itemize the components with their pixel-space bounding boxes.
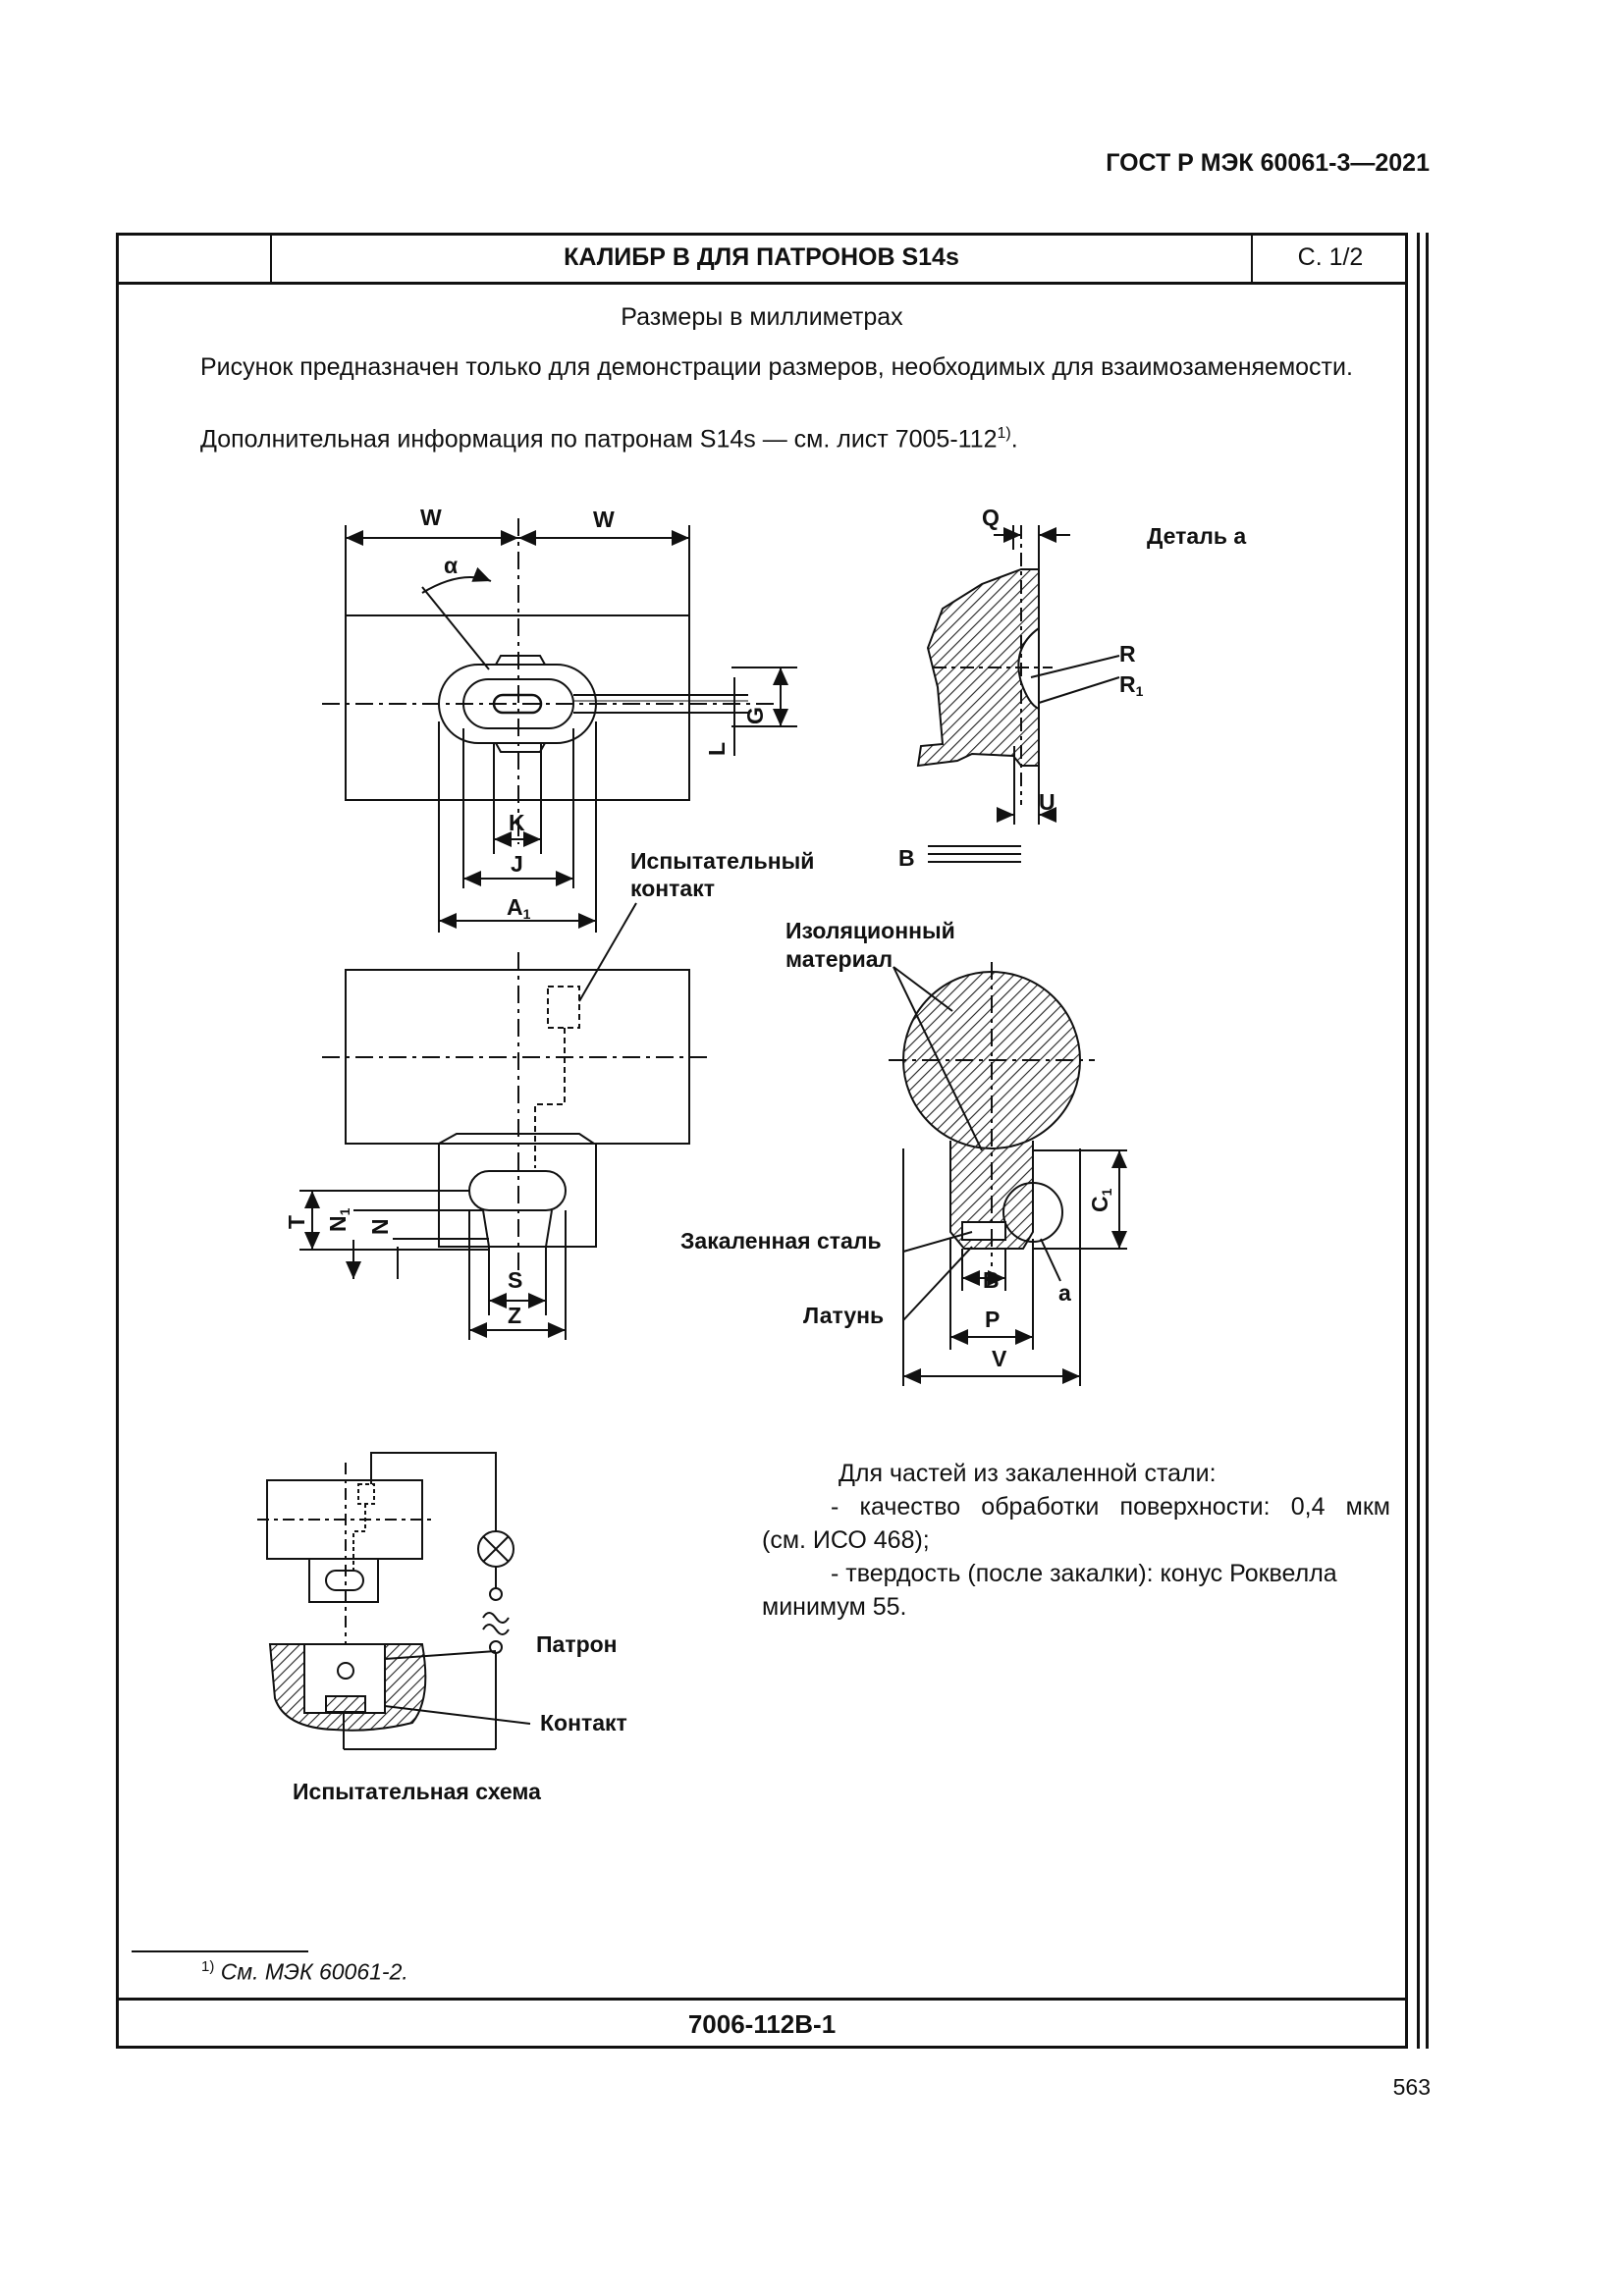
dim-A1: A1 xyxy=(507,894,531,922)
units-note: Размеры в миллиметрах xyxy=(621,303,903,331)
dim-W-right: W xyxy=(593,507,615,532)
dim-B-detail: B xyxy=(898,845,915,871)
notes-item1-a: - качество обработки поверхности: 0,4 мкм xyxy=(831,1493,1390,1521)
dim-P: P xyxy=(985,1307,1001,1332)
dim-R: R xyxy=(1119,641,1136,667)
footnote-text: См. МЭК 60061-2. xyxy=(220,1958,408,1985)
dim-K: K xyxy=(509,810,525,835)
hardened-steel-label: Закаленная сталь xyxy=(680,1228,882,1254)
test-scheme-caption: Испытательная схема xyxy=(293,1779,541,1804)
sheet-code: 7006-112В-1 xyxy=(687,2009,837,2039)
footnote-ref: 1) xyxy=(997,425,1011,442)
footnote-mark: 1) xyxy=(201,1958,215,1975)
detail-a-section xyxy=(918,525,1119,862)
page-number: 563 xyxy=(1392,2074,1431,2100)
sheet-title: КАЛИБР В ДЛЯ ПАТРОНОВ S14s xyxy=(564,243,959,271)
dim-T: T xyxy=(284,1214,309,1229)
dim-R1: R1 xyxy=(1119,671,1144,699)
dim-L: L xyxy=(704,741,730,756)
brass-label: Латунь xyxy=(803,1303,885,1328)
test-scheme xyxy=(257,1453,530,1749)
standard-header: ГОСТ Р МЭК 60061-3—2021 xyxy=(1106,149,1430,177)
sheet-page-ref: С. 1/2 xyxy=(1297,243,1364,271)
dim-C1: C1 xyxy=(1087,1188,1114,1212)
detail-a-mark: a xyxy=(1058,1280,1071,1306)
detail-a-label: Деталь а xyxy=(1147,523,1247,549)
insulating-label-1: Изоляционный xyxy=(785,918,955,943)
dim-J: J xyxy=(511,851,523,877)
footnote xyxy=(201,1958,408,1986)
intro-paragraph-2-text: Дополнительная информация по патронам S14s — см. лист 7005-112 xyxy=(200,425,998,454)
socket-label: Патрон xyxy=(536,1631,618,1657)
dim-alpha: α xyxy=(444,553,459,578)
dim-U: U xyxy=(1039,789,1056,815)
notes-intro: Для частей из закаленной стали: xyxy=(839,1460,1217,1487)
dim-W-left: W xyxy=(420,505,442,530)
dim-V: V xyxy=(992,1346,1007,1371)
dim-B-side: B xyxy=(983,1267,1000,1293)
contact-label: Контакт xyxy=(540,1710,627,1735)
hardened-steel-notes xyxy=(762,1457,1390,1624)
gauge-front-view xyxy=(299,903,712,1340)
dim-N: N xyxy=(367,1218,393,1235)
dim-Z: Z xyxy=(508,1303,522,1328)
notes-item2-b: минимум 55. xyxy=(762,1593,907,1621)
test-contact-label-1: Испытательный xyxy=(630,848,815,874)
test-contact-label-2: контакт xyxy=(630,876,715,901)
dim-Q: Q xyxy=(982,505,1000,530)
dim-N1: N1 xyxy=(325,1207,352,1232)
intro-paragraph-1: Рисунок предназначен только для демонстрации размеров, необходимых для взаимозаменяемости. xyxy=(200,353,1353,381)
intro-paragraph-2-end: . xyxy=(1010,425,1018,454)
dim-S: S xyxy=(508,1267,523,1293)
insulating-label-2: материал xyxy=(785,946,893,972)
gauge-side-view xyxy=(889,962,1127,1386)
footnote-separator xyxy=(132,1950,308,1952)
notes-item2-a: - твердость (после закалки): конус Роквелла xyxy=(831,1560,1337,1587)
notes-item1-b: (см. ИСО 468); xyxy=(762,1526,930,1554)
dim-G: G xyxy=(742,707,768,724)
